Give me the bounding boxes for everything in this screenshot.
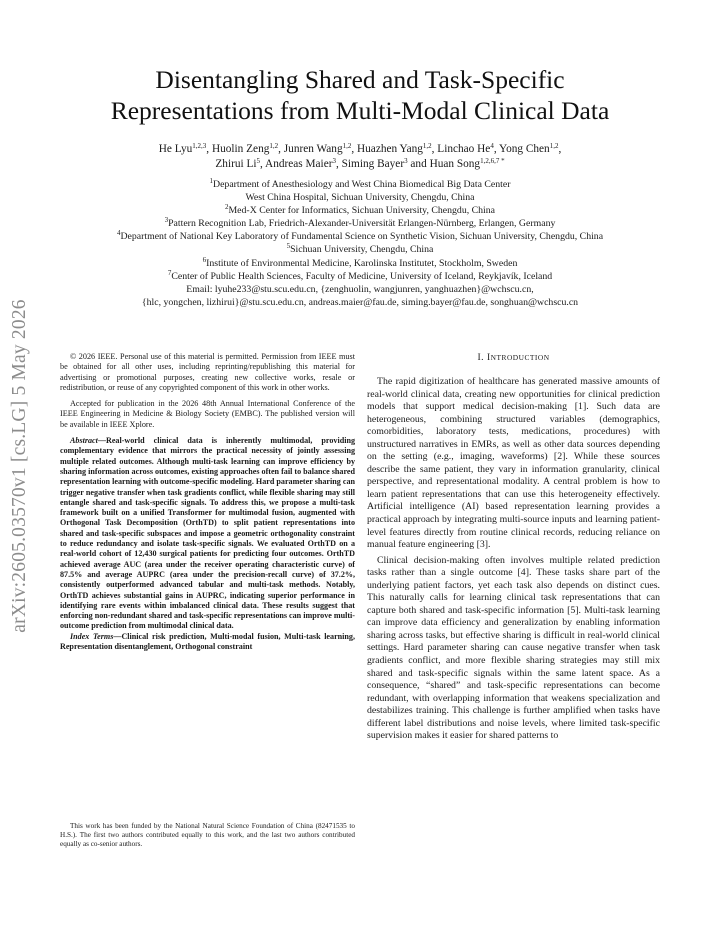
author-affiliation-mark: 1,2 [422, 142, 432, 150]
author-name: Huazhen Yang [357, 143, 423, 155]
arxiv-identifier[interactable]: arXiv:2605.03570v1 [cs.LG] 5 May 2026 [9, 299, 30, 633]
affiliation-mark: 3 [164, 216, 169, 225]
arxiv-sidebar [0, 262, 40, 670]
affiliation-mark: 5 [286, 242, 291, 251]
affiliation-text: Sichuan University, Chengdu, China [290, 244, 434, 256]
acceptance-notice: Accepted for publication in the 2026 48th Annual International Conference of the IEEE Engineering in Medicine & Biology Society (EMBC). The published version will be available in IEEE Xplore. [60, 399, 355, 429]
author-separator: , [335, 158, 342, 170]
author-affiliation-mark: 5 [256, 157, 260, 165]
affiliation-line [30, 230, 690, 243]
author-affiliation-mark: 4 [490, 142, 494, 150]
author-affiliation-mark: 1,2 [342, 142, 352, 150]
intro-paragraph-2: Clinical decision-making often involves multiple related prediction tasks rather than a single outcome [4]. These tasks share part of the underlying patient factors, yet each task also depends on distinct cues. This naturally calls for learning clinical task representations that can capture both shared and task-specific information [5]. Multi-task learning can improve data efficiency and generalization by enabling information sharing across tasks, but effective sharing is difficult in real-world clinical settings. Hard parameter sharing can cause negative transfer when task gradients conflict, and more flexible sharing strategies may still mix shared and task-specific signals within the same latent space. As a consequence, “shared” and task-specific representations can become redundant, with overlapping information that weakens specialization and destabilizes training. This challenge is further amplified when tasks have different label distributions and noise levels, where limited task-specific supervision makes it easier for shared patterns to [367, 554, 660, 742]
affiliation-text: Department of National Key Laboratory of Fundamental Science on Synthetic Vision, Sichuan University, Chengdu, China [120, 231, 604, 243]
right-column [367, 352, 660, 743]
author-affiliation-mark: 1,2 [269, 142, 279, 150]
intro-paragraph-1: The rapid digitization of healthcare has generated massive amounts of real-world clinical data, creating new opportunities for clinical prediction models that support medical decision-making [1]. Such data are heterogeneous, combining structured variables (demographics, comorbidities, laboratory tests, medications, procedures) with unstructured narratives in EMRs, as well as other data sources depending on the setting (e.g., imaging, waveforms) [2]. While these sources describe the same patient, they vary in information granularity, clinical perspective, and representational modality. A central problem is how to learn patient representations that can use this heterogeneity effectively. Artificial intelligence (AI) based representation learning provides a practical approach by integrating multi-source inputs and learning patient-level features directly from routine clinical records, reducing reliance on manual feature engineering [3]. [367, 376, 660, 551]
affiliation-line [30, 283, 690, 296]
author-separator: , [558, 143, 562, 155]
author-affiliation-mark: 3 [404, 157, 408, 165]
author-separator: , [278, 143, 284, 155]
affiliation-mark: 7 [167, 268, 172, 277]
affiliation-text[interactable]: Email: lyuhe233@stu.scu.edu.cn, {zenghuolin, wangjunren, yanghuazhen}@wchscu.cn, [186, 283, 534, 295]
title-line-2: Representations from Multi-Modal Clinical Data [110, 96, 610, 125]
affiliation-line [30, 191, 690, 204]
affiliation-text[interactable]: {hlc, yongchen, lizhirui}@stu.scu.edu.cn, andreas.maier@fau.de, siming.bayer@fau.de, songhuan@wchscu.cn [141, 296, 579, 308]
author-name: Linchao He [437, 143, 491, 155]
affiliation-line [30, 243, 690, 256]
affiliation-line [30, 217, 690, 230]
affiliation-mark: 4 [116, 229, 121, 238]
affiliation-text: Pattern Recognition Lab, Friedrich-Alexander-Universität Erlangen-Nürnberg, Erlangen, Germany [168, 218, 556, 230]
copyright-notice: © 2026 IEEE. Personal use of this material is permitted. Permission from IEEE must be obtained for all other uses, including reprinting/republishing this material for advertising or promotional purposes, creating new collective works, resale or redistribution, or reuse of any copyrighted component of this work in other works. [60, 352, 355, 392]
abstract [60, 436, 355, 632]
author-affiliation-mark: 3 [332, 157, 336, 165]
paper-title [60, 64, 660, 126]
abstract-label: Abstract [70, 436, 98, 446]
affiliation-mark: 6 [202, 255, 207, 264]
section-heading-text: I. INTRODUCTION [477, 352, 550, 363]
author-affiliation-mark: 1,2 [549, 142, 559, 150]
affiliation-line [30, 257, 690, 270]
author-list [60, 142, 660, 172]
index-terms-text: —Clinical risk prediction, Multi-modal fusion, Multi-task learning, Representation disentanglement, Orthogonal constraint [60, 631, 355, 652]
author-line-2 [60, 157, 660, 172]
author-separator: , [431, 143, 438, 155]
author-separator: and [407, 158, 430, 170]
author-affiliation-mark: 1,2,6,7 * [480, 157, 505, 165]
section-heading-introduction [367, 352, 660, 363]
author-name: Zhirui Li [215, 158, 257, 170]
affiliation-line [30, 270, 690, 283]
author-name: Andreas Maier [265, 158, 333, 170]
author-name: He Lyu [158, 143, 193, 155]
author-separator: , [206, 143, 212, 155]
affiliation-mark: 1 [209, 177, 213, 185]
title-line-1: Disentangling Shared and Task-Specific [155, 65, 565, 94]
author-name: Siming Bayer [341, 158, 405, 170]
author-name: Junren Wang [283, 143, 343, 155]
affiliation-text: Department of Anesthesiology and West China Biomedical Big Data Center [213, 179, 511, 190]
affiliation-mark: 2 [224, 203, 229, 212]
funding-footnote: This work has been funded by the National Natural Science Foundation of China (82471535 to H.S.). The first two authors contributed equally to this work, and the last two authors contributed equally as co-senior authors. [60, 822, 355, 848]
affiliation-list [30, 178, 690, 309]
affiliation-text: Med-X Center for Informatics, Sichuan University, Chengdu, China [228, 205, 496, 217]
affiliation-text: Institute of Environmental Medicine, Karolinska Institutet, Stockholm, Sweden [206, 257, 518, 269]
affiliation-text: West China Hospital, Sichuan University, Chengdu, China [245, 192, 475, 204]
left-column [60, 352, 355, 652]
affiliation-text: Center of Public Health Sciences, Faculty of Medicine, University of Iceland, Reykjavík, Iceland [171, 270, 553, 282]
index-terms-label: Index Terms [70, 631, 114, 641]
abstract-text: —Real-world clinical data is inherently multimodal, providing complementary evidence that mirrors the practical necessity of jointly assessing multiple related outcomes. Although multi-task learning can improve efficiency by sharing information across outcomes, existing approaches often fail to balance shared representation learning with outcome-specific modeling. Hard parameter sharing can trigger negative transfer when task gradients conflict, while flexible sharing may still entangle shared and task-specific signals. To address this, we propose a multi-task framework built on a unified Transformer for multimodal fusion, augmented with Orthogonal Task Decomposition (OrthTD) to split patient representations into shared and task-specific subspaces and impose a geometric orthogonality constraint to reduce redundancy and isolate task-specific signals. We evaluated OrthTD on a real-world cohort of 12,430 surgical patients for predicting four outcomes. OrthTD achieved average AUC (area under the receiver operating characteristic curve) of 87.5% and average AUPRC (area under the precision-recall curve) of 37.2%, consistently outperformed advanced tabular and multi-task methods. Notably, OrthTD achieves substantial gains in AUPRC, indicating superior performance in identifying rare events within imbalanced clinical data. These results suggest that enforcing non-redundant shared and task-specific representations can improve multi-outcome prediction from multimodal clinical data. [60, 436, 355, 631]
author-name: Huolin Zeng [211, 143, 270, 155]
index-terms [60, 632, 355, 653]
author-separator: , [260, 158, 266, 170]
affiliation-line [30, 178, 690, 191]
author-separator: , [493, 143, 500, 155]
author-affiliation-mark: 1,2,3 [192, 142, 207, 150]
author-separator: , [351, 143, 357, 155]
affiliation-line [30, 204, 690, 217]
author-line-1 [60, 142, 660, 157]
affiliation-line [30, 296, 690, 309]
author-name: Huan Song [429, 158, 481, 170]
author-name: Yong Chen [499, 143, 550, 155]
